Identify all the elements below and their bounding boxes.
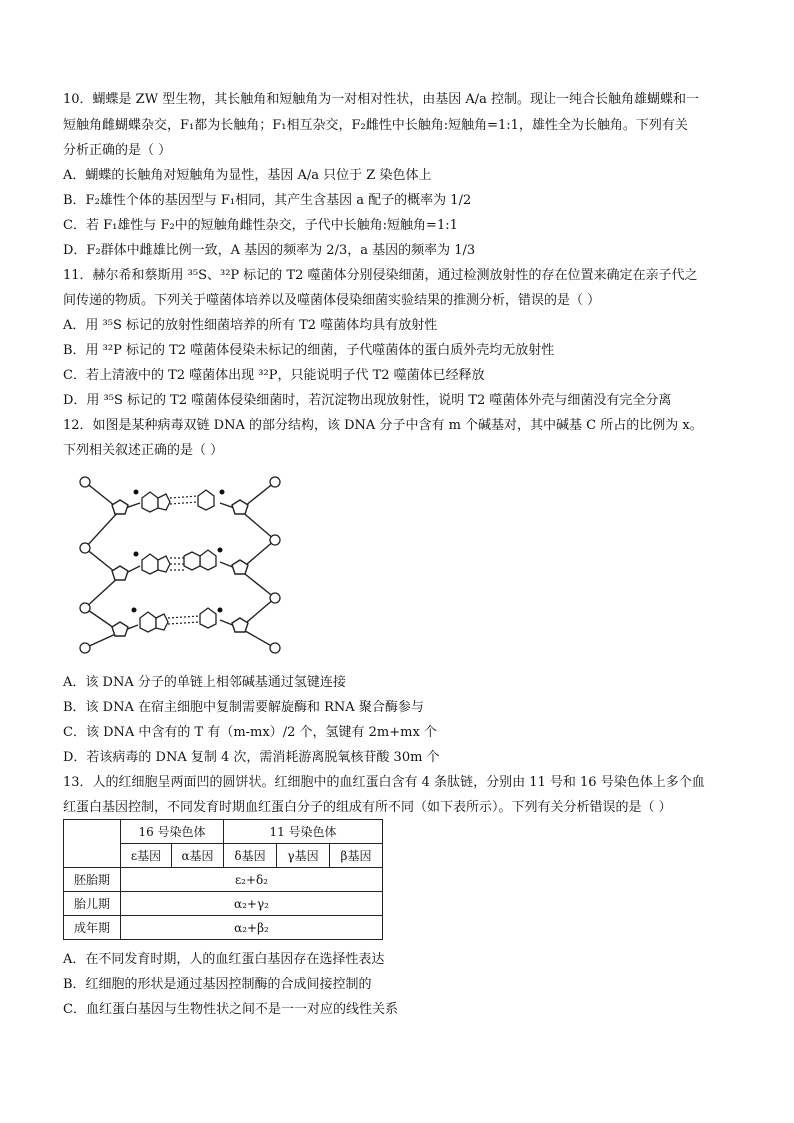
q12-option-c: C．该 DNA 中含有的 T 有（m-mx）/2 个，氢键有 2m+mx 个 [63, 725, 437, 740]
q13-stem-line1: 13．人的红细胞呈两面凹的圆饼状。红细胞中的血红蛋白含有 4 条肽链，分别由 11 号和 16 号染色体上多个血 [63, 775, 705, 790]
q13-option-c: C．血红蛋白基因与生物性状之间不是一一对应的线性关系 [63, 1002, 398, 1017]
q12-stem-line2: 下列相关叙述正确的是（ ） [63, 443, 224, 458]
table-corner-cell [64, 820, 121, 868]
q12-option-d: D．若该病毒的 DNA 复制 4 次，需消耗游离脱氧核苷酸 30m 个 [63, 750, 440, 765]
q12-stem-line1: 12．如图是某种病毒双链 DNA 的部分结构，该 DNA 分子中含有 m 个碱基对，其中碱基 C 所占的比例为 x。 [63, 418, 703, 433]
period-cell: 胚胎期 [64, 868, 121, 892]
q13-option-b: B．红细胞的形状是通过基因控制酶的合成间接控制的 [63, 977, 372, 992]
q10-option-a: A．蝴蝶的长触角对短触角为显性，基因 A/a 只位于 Z 染色体上 [63, 168, 432, 183]
q12-option-a: A．该 DNA 分子的单链上相邻碱基通过氢键连接 [63, 675, 346, 690]
composition-cell: α₂+β₂ [121, 916, 383, 940]
q11-stem-line2: 间传递的物质。下列关于噬菌体培养以及噬菌体侵染细菌实验结果的推测分析，错误的是（ ） [63, 293, 601, 308]
q10-stem-line2: 短触角雌蝴蝶杂交，F₁都为长触角；F₁相互杂交，F₂雌性中长触角:短触角=1:1，雄性全为长触角。下列有关 [63, 118, 688, 133]
q12-option-b: B．该 DNA 在宿主细胞中复制需要解旋酶和 RNA 聚合酶参与 [63, 700, 424, 715]
composition-cell: ε₂+δ₂ [121, 868, 383, 892]
chr11-header: 11 号染色体 [224, 820, 383, 844]
q10-option-b: B．F₂雄性个体的基因型与 F₁相同，其产生含基因 a 配子的概率为 1/2 [63, 193, 472, 208]
q11-option-d: D．用 ³⁵S 标记的 T2 噬菌体侵染细菌时，若沉淀物出现放射性，说明 T2 噬菌体外壳与细菌没有完全分离 [63, 393, 672, 408]
q11-option-c: C．若上清液中的 T2 噬菌体出现 ³²P，只能说明子代 T2 噬菌体已经释放 [63, 368, 485, 383]
gene-header-epsilon: ε基因 [121, 844, 172, 868]
hemoglobin-gene-table [63, 819, 383, 940]
gene-header-delta: δ基因 [224, 844, 277, 868]
q13-option-a: A．在不同发育时期，人的血红蛋白基因存在选择性表达 [63, 952, 385, 967]
q10-stem-line1: 10．蝴蝶是 ZW 型生物，其长触角和短触角为一对相对性状，由基因 A/a 控制。现让一纯合长触角雄蝴蝶和一 [63, 92, 699, 107]
q10-option-d: D．F₂群体中雌雄比例一致，A 基因的频率为 2/3，a 基因的频率为 1/3 [63, 243, 476, 258]
period-cell: 成年期 [64, 916, 121, 940]
q11-option-b: B．用 ³²P 标记的 T2 噬菌体侵染未标记的细菌，子代噬菌体的蛋白质外壳均无放射性 [63, 343, 555, 358]
table-row [64, 892, 383, 916]
composition-cell: α₂+γ₂ [121, 892, 383, 916]
gene-header-beta: β基因 [330, 844, 383, 868]
table-row [64, 820, 383, 844]
chr16-header: 16 号染色体 [121, 820, 224, 844]
q10-stem-line3: 分析正确的是（ ） [63, 143, 172, 158]
q13-stem-line2: 红蛋白基因控制，不同发育时期血红蛋白分子的组成有所不同（如下表所示）。下列有关分析错误的是（ ） [63, 800, 672, 815]
dna-structure-diagram [70, 470, 290, 655]
q11-option-a: A．用 ³⁵S 标记的放射性细菌培养的所有 T2 噬菌体均具有放射性 [63, 318, 438, 333]
q11-stem-line1: 11．赫尔希和蔡斯用 ³⁵S、³²P 标记的 T2 噬菌体分别侵染细菌，通过检测放射性的存在位置来确定在亲子代之 [63, 268, 698, 283]
table-row [64, 916, 383, 940]
q10-option-c: C．若 F₁雄性与 F₂中的短触角雌性杂交，子代中长触角:短触角=1:1 [63, 218, 458, 233]
gene-header-gamma: γ基因 [277, 844, 330, 868]
table-row [64, 868, 383, 892]
gene-header-alpha: α基因 [172, 844, 224, 868]
period-cell: 胎儿期 [64, 892, 121, 916]
